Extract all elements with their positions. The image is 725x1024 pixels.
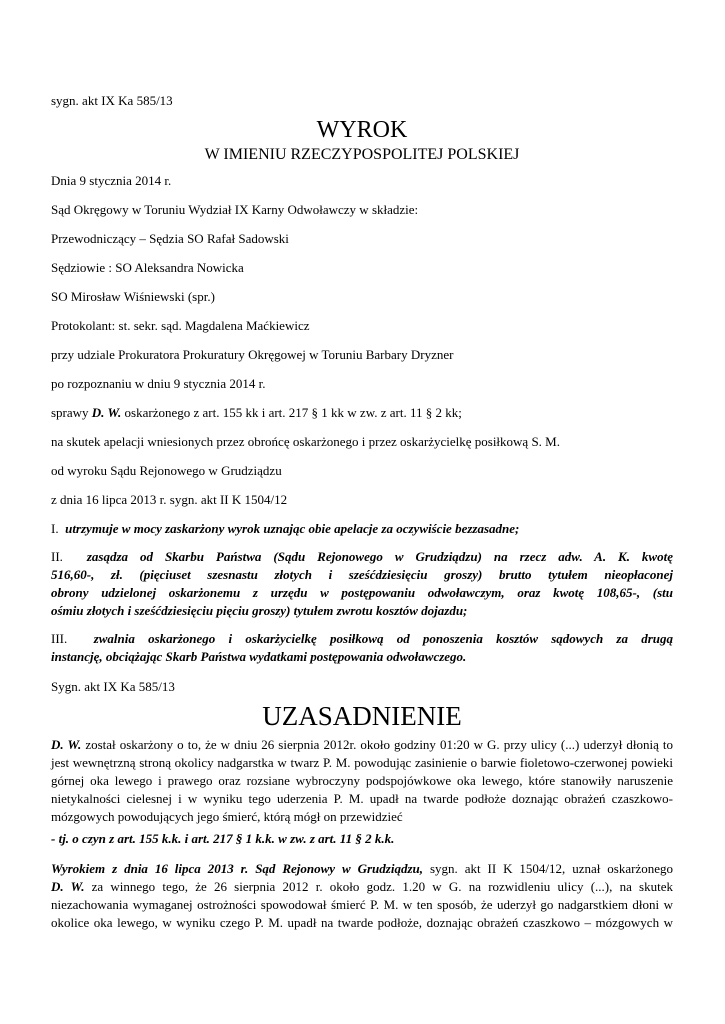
date-line: Dnia 9 stycznia 2014 r.: [51, 173, 172, 188]
case-line: sprawy D. W. oskarżonego z art. 155 kk i art. 217 § 1 kk w zw. z art. 11 § 2 kk;: [51, 405, 462, 420]
appeal-line: na skutek apelacji wniesionych przez obrońcę oskarżonego i przez oskarżycielkę posiłkową S. M.: [51, 434, 560, 449]
reasons-paragraph-1: D. W. został oskarżony o to, że w dniu 26 sierpnia 2012r. około godziny 01:20 w G. przy ulicy (...) uderzył dłonią to jest wewnętrzną stroną okolicy nadgarstka w twarz P. M. powodując zasinienie o barwie fioletowo-czerwonej powieki górnej oka lewego i prawego oraz rozsiane wybroczyny podspojówkowe oka lewego, które stanowiły naruszenie nietykalności cielesnej i w wyniku tego uderzenia P. M. upadł na twarde podłoże doznając obrażeń czaszkowo- mózgowych powodujących jego śmierć, którą mógł on przewidzieć: [51, 737, 674, 824]
signature-top: sygn. akt IX Ka 585/13: [51, 93, 173, 108]
from-judgment-line: od wyroku Sądu Rejonowego w Grudziądzu: [51, 463, 282, 478]
verdict-point-3: III. zwalnia oskarżonego i oskarżycielkę posiłkową od ponoszenia kosztów sądowych za drugą instancję, obciążając Skarb Państwa wydatkami postępowania odwoławczego.: [51, 631, 673, 664]
reasons-title: UZASADNIENIE: [262, 701, 462, 731]
prosecutor-line: przy udziale Prokuratora Prokuratury Okręgowej w Toruniu Barbary Dryzner: [51, 347, 454, 362]
judges-line: Sędziowie : SO Aleksandra Nowicka: [51, 260, 244, 275]
judge2-line: SO Mirosław Wiśniewski (spr.): [51, 289, 215, 304]
document-title: WYROK: [316, 117, 408, 143]
verdict-point-2: II. zasądza od Skarbu Państwa (Sądu Rejonowego w Grudziądzu) na rzecz adw. A. K. kwotę 516,60-, zł. (pięciuset szesnastu złotych i sześćdziesięciu groszy) brutto tytułem nieopłaconej obrony udzielonej oskarżonemu z urzędu w postępowaniu odwoławczym, oraz kwotę 108,65-, (stu ośmiu złotych i sześćdziesięciu pięciu groszy) tytułem zwrotu kosztów dojazdu;: [51, 549, 673, 618]
hearing-line: po rozpoznaniu w dniu 9 stycznia 2014 r.: [51, 376, 266, 391]
clerk-line: Protokolant: st. sekr. sąd. Magdalena Maćkiewicz: [51, 318, 310, 333]
case-defendant: D. W.: [91, 405, 122, 420]
judgment-date-line: z dnia 16 lipca 2013 r. sygn. akt II K 1504/12: [51, 492, 288, 507]
document-subtitle: W IMIENIU RZECZYPOSPOLITEJ POLSKIEJ: [204, 146, 520, 163]
reasons-paragraph-2: Wyrokiem z dnia 16 lipca 2013 r. Sąd Rejonowy w Grudziądzu, sygn. akt II K 1504/12, uznał oskarżonego D. W. za winnego tego, że 26 sierpnia 2012 r. około godz. 1.20 w G. na rozwidleniu ulicy (...), na skutek niezachowania wymaganej ostrożności spowodował śmierć P. M. w ten sposób, że uderzył go nadgarstkiem dłoni w okolice oka lewego, w wyniku czego P. M. upadł na twarde podłoże, doznając obrażeń czaszkowo – mózgowych w: [51, 861, 674, 930]
chairman-line: Przewodniczący – Sędzia SO Rafał Sadowski: [51, 231, 289, 246]
reasons-signature: Sygn. akt IX Ka 585/13: [51, 679, 175, 694]
court-name: Sąd Okręgowy w Toruniu Wydział IX Karny Odwoławczy w składzie:: [51, 202, 419, 217]
verdict-point-1: I. utrzymuje w mocy zaskarżony wyrok uznając obie apelacje za oczywiście bezzasadne;: [51, 521, 520, 536]
charge-line: - tj. o czyn z art. 155 k.k. i art. 217 § 1 k.k. w zw. z art. 11 § 2 k.k.: [51, 831, 395, 846]
